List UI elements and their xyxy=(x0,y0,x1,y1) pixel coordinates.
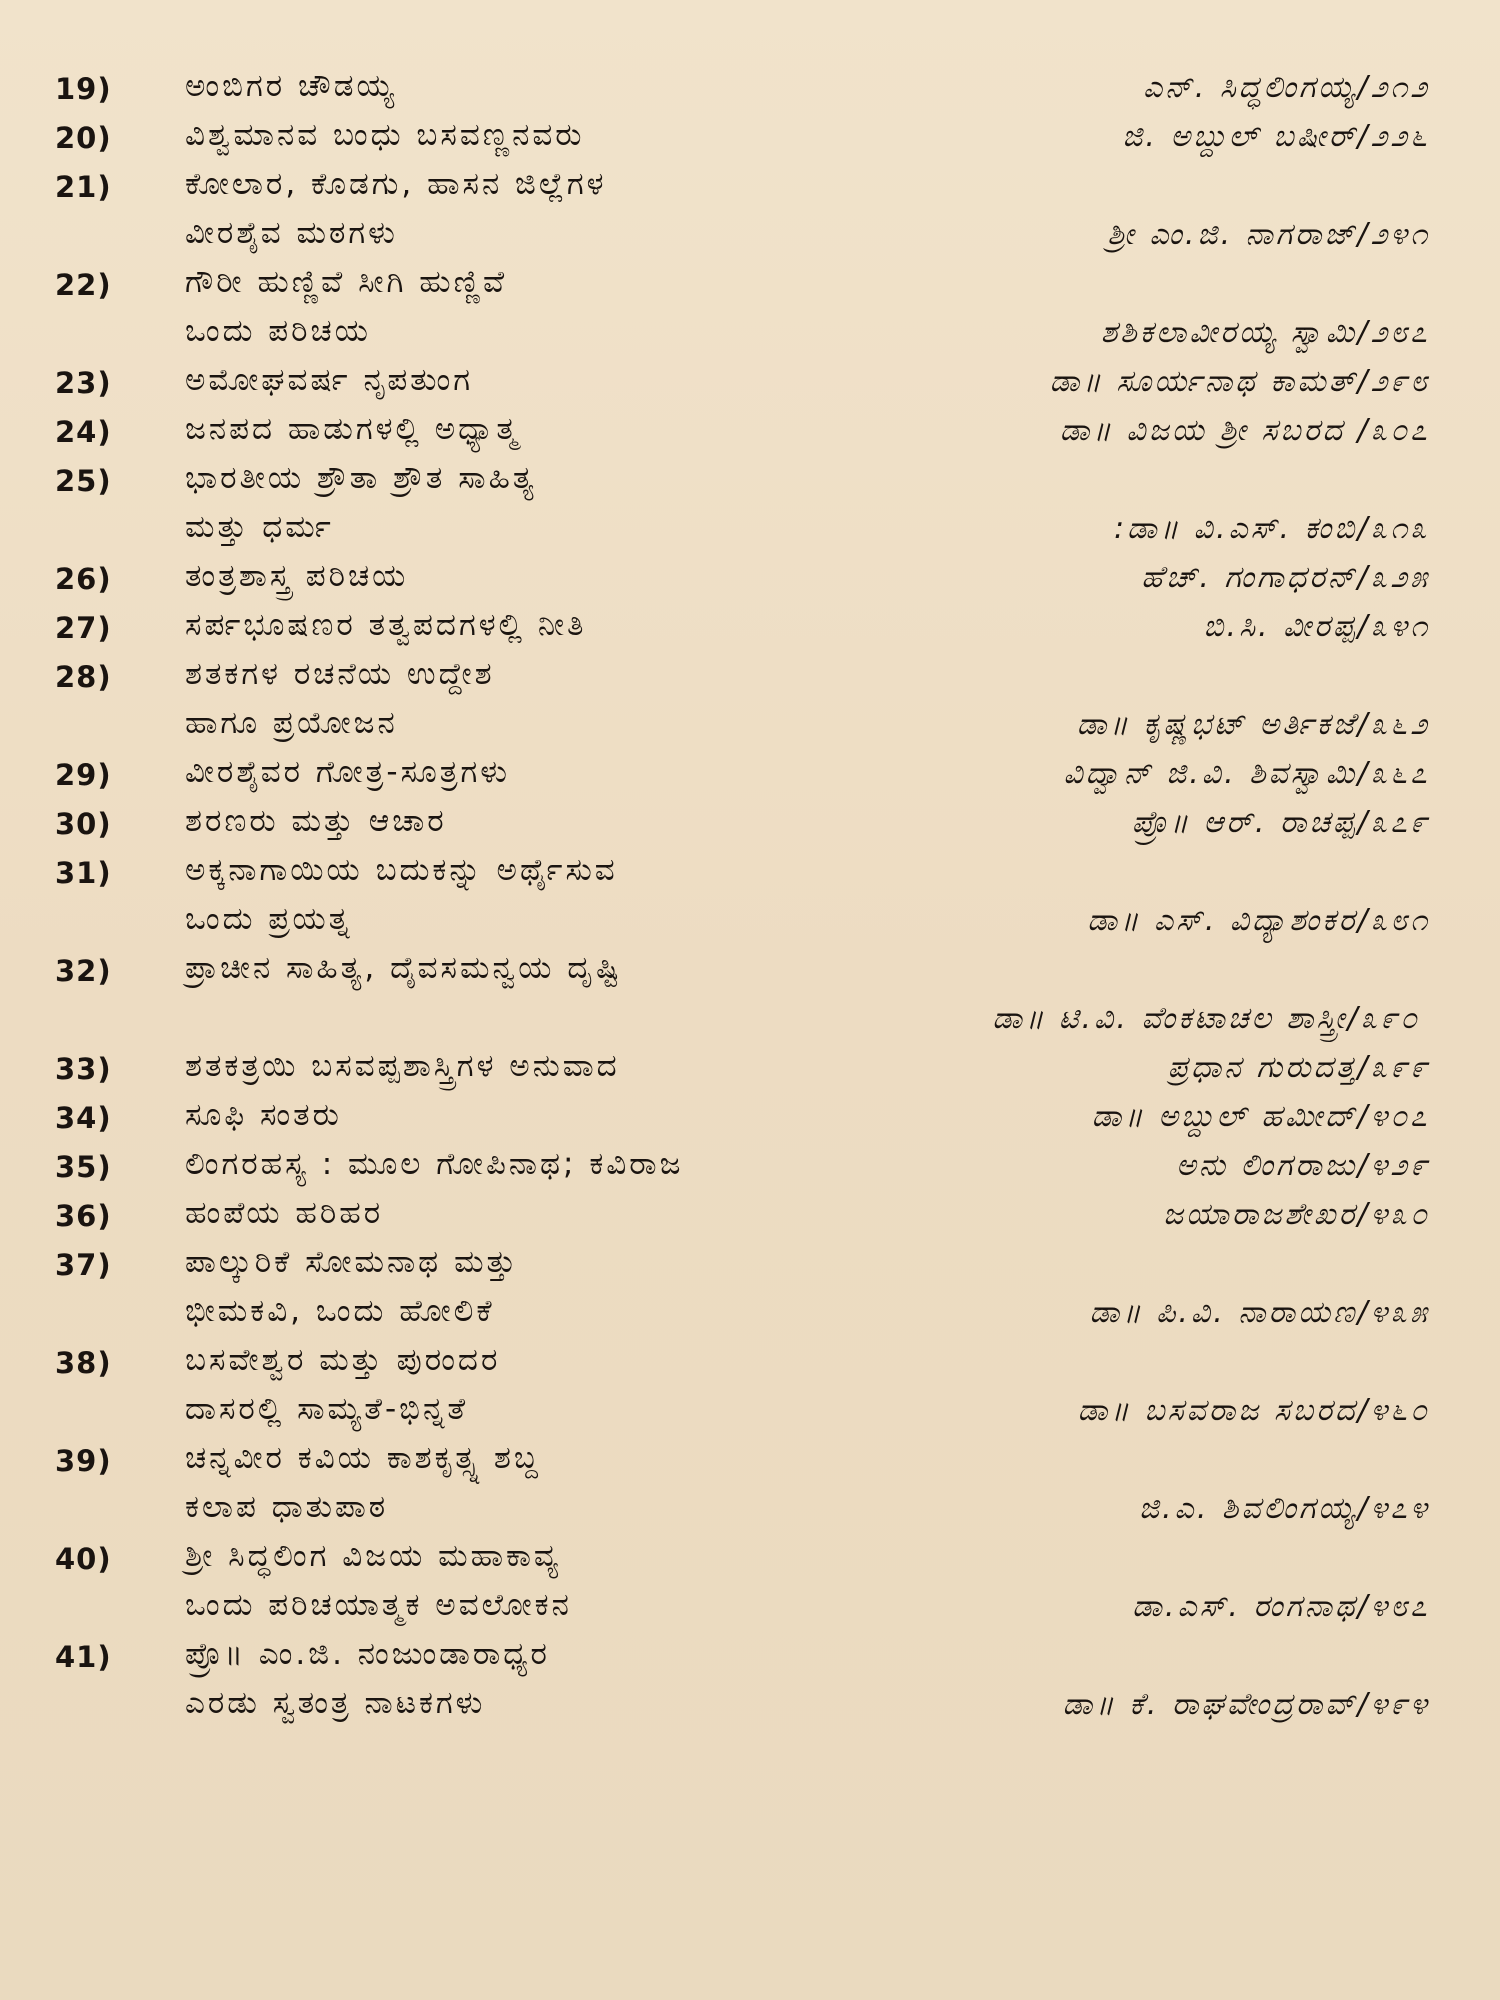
toc-line xyxy=(0,754,1500,803)
toc-entry xyxy=(0,852,1500,950)
toc-line xyxy=(0,264,1500,313)
toc-line xyxy=(0,1342,1500,1391)
toc-entry xyxy=(0,1195,1500,1244)
entry-title: ಪ್ರೊ॥ ಎಂ.ಜಿ. ನಂಜುಂಡಾರಾಧ್ಯರ xyxy=(185,1636,550,1672)
entry-author: ಎನ್. ಸಿದ್ಧಲಿಂಗಯ್ಯ/೨೧೨ xyxy=(1143,70,1430,105)
toc-entry xyxy=(0,1097,1500,1146)
toc-line xyxy=(0,1489,1500,1538)
entry-title: ಹಾಗೂ ಪ್ರಯೋಜನ xyxy=(185,705,398,741)
toc-line xyxy=(0,705,1500,754)
entry-number: 22) xyxy=(55,268,112,302)
entry-title: ಶತಕಗಳ ರಚನೆಯ ಉದ್ದೇಶ xyxy=(185,656,495,692)
toc-entry xyxy=(0,1048,1500,1097)
entry-number: 28) xyxy=(55,660,112,694)
entry-number: 29) xyxy=(55,758,112,792)
entry-title: ಶರಣರು ಮತ್ತು ಆಚಾರ xyxy=(185,803,447,839)
toc-line xyxy=(0,901,1500,950)
entry-number: 36) xyxy=(55,1199,112,1233)
entry-number: 37) xyxy=(55,1248,112,1282)
entry-author: ಜಯಾರಾಜಶೇಖರ/೪೩೦ xyxy=(1163,1197,1430,1232)
toc-line xyxy=(0,1097,1500,1146)
toc-entry xyxy=(0,166,1500,264)
toc-entry xyxy=(0,558,1500,607)
toc-line xyxy=(0,999,1500,1048)
entry-title: ಸರ್ಪಭೂಷಣರ ತತ್ವಪದಗಳಲ್ಲಿ ನೀತಿ xyxy=(185,607,587,643)
entry-title: ಪಾಲ್ಕುರಿಕೆ ಸೋಮನಾಥ ಮತ್ತು xyxy=(185,1244,519,1280)
entry-title: ಕಲಾಪ ಧಾತುಪಾಠ xyxy=(185,1489,389,1525)
entry-author: ಡಾ॥ ಪಿ.ವಿ. ನಾರಾಯಣ/೪೩೫ xyxy=(1089,1295,1430,1330)
toc-line xyxy=(0,1293,1500,1342)
entry-number: 25) xyxy=(55,464,112,498)
toc-line xyxy=(0,215,1500,264)
toc-entry xyxy=(0,362,1500,411)
toc-line xyxy=(0,1440,1500,1489)
entry-number: 32) xyxy=(55,954,112,988)
entry-title: ಶ್ರೀ ಸಿದ್ಧಲಿಂಗ ವಿಜಯ ಮಹಾಕಾವ್ಯ xyxy=(185,1538,562,1574)
toc-line xyxy=(0,509,1500,558)
toc-line xyxy=(0,950,1500,999)
entry-title: ಪ್ರಾಚೀನ ಸಾಹಿತ್ಯ, ದೈವಸಮನ್ವಯ ದೃಷ್ಟಿ xyxy=(185,950,623,986)
toc-line xyxy=(0,1146,1500,1195)
toc-line xyxy=(0,558,1500,607)
toc-entry xyxy=(0,1636,1500,1734)
entry-title: ದಾಸರಲ್ಲಿ ಸಾಮ್ಯತೆ-ಭಿನ್ನತೆ xyxy=(185,1391,469,1427)
entry-number: 35) xyxy=(55,1150,112,1184)
toc-entry xyxy=(0,607,1500,656)
toc-entry xyxy=(0,1342,1500,1440)
toc-entry xyxy=(0,264,1500,362)
toc-line xyxy=(0,656,1500,705)
entry-author: ಶ್ರೀ ಎಂ.ಜಿ. ನಾಗರಾಜ್/೨೪೧ xyxy=(1107,217,1430,252)
entry-author: ಬಿ.ಸಿ. ವೀರಪ್ಪ/೩೪೧ xyxy=(1203,609,1430,644)
entry-number: 41) xyxy=(55,1640,112,1674)
entry-title: ಜನಪದ ಹಾಡುಗಳಲ್ಲಿ ಅಧ್ಯಾತ್ಮ xyxy=(185,411,521,447)
entry-number: 33) xyxy=(55,1052,112,1086)
entry-title: ಅಕ್ಕನಾಗಾಯಿಯ ಬದುಕನ್ನು ಅರ್ಥೈಸುವ xyxy=(185,852,618,888)
entry-number: 40) xyxy=(55,1542,112,1576)
toc-line xyxy=(0,411,1500,460)
entry-title: ಗೌರೀ ಹುಣ್ಣಿವೆ ಸೀಗಿ ಹುಣ್ಣಿವೆ xyxy=(185,264,508,300)
entry-author: ಪ್ರೊ॥ ಆರ್. ರಾಚಪ್ಪ/೩೭೯ xyxy=(1131,805,1430,840)
toc-line xyxy=(0,1587,1500,1636)
entry-title: ವೀರಶೈವ ಮಠಗಳು xyxy=(185,215,398,251)
entry-author: ಜಿ. ಅಬ್ದುಲ್ ಬಷೀರ್/೨೨೬ xyxy=(1122,119,1430,154)
entry-title: ಒಂದು ಪರಿಚಯಾತ್ಮಕ ಅವಲೋಕನ xyxy=(185,1587,572,1623)
toc-entry xyxy=(0,68,1500,117)
toc-line xyxy=(0,313,1500,362)
entry-number: 19) xyxy=(55,72,112,106)
entry-number: 26) xyxy=(55,562,112,596)
entry-author: ಡಾ॥ ಕೆ. ರಾಘವೇಂದ್ರರಾವ್/೪೯೪ xyxy=(1062,1687,1430,1722)
toc-line xyxy=(0,362,1500,411)
entry-title: ಭಾರತೀಯ ಶ್ರೌತಾ ಶ್ರೌತ ಸಾಹಿತ್ಯ xyxy=(185,460,537,496)
toc-line xyxy=(0,1244,1500,1293)
entry-author: ಡಾ॥ ಬಸವರಾಜ ಸಬರದ/೪೬೦ xyxy=(1077,1393,1430,1428)
entry-title: ಹಂಪೆಯ ಹರಿಹರ xyxy=(185,1195,384,1231)
entry-title: ವಿಶ್ವಮಾನವ ಬಂಧು ಬಸವಣ್ಣನವರು xyxy=(185,117,585,153)
entry-author: ಪ್ರಧಾನ ಗುರುದತ್ತ/೩೯೯ xyxy=(1167,1050,1430,1085)
toc-line xyxy=(0,166,1500,215)
toc-line xyxy=(0,852,1500,901)
entry-title: ಅಮೋಘವರ್ಷ ನೃಪತುಂಗ xyxy=(185,362,473,398)
entry-author: ಅನು ಲಿಂಗರಾಜು/೪೨೯ xyxy=(1176,1148,1430,1183)
toc-line xyxy=(0,1538,1500,1587)
toc-entry xyxy=(0,117,1500,166)
toc-line xyxy=(0,1685,1500,1734)
entry-title: ಒಂದು ಪರಿಚಯ xyxy=(185,313,371,349)
entry-author: ಡಾ॥ ವಿಜಯ ಶ್ರೀ ಸಬರದ /೩೦೭ xyxy=(1059,413,1430,448)
toc-line xyxy=(0,460,1500,509)
toc-line xyxy=(0,607,1500,656)
toc-line xyxy=(0,1048,1500,1097)
entry-author: ವಿದ್ವಾನ್ ಜಿ.ವಿ. ಶಿವಸ್ವಾಮಿ/೩೬೭ xyxy=(1063,756,1430,791)
entry-number: 39) xyxy=(55,1444,112,1478)
entry-author: ಜಿ.ಎ. ಶಿವಲಿಂಗಯ್ಯ/೪೭೪ xyxy=(1138,1491,1430,1526)
toc-line xyxy=(0,1391,1500,1440)
entry-number: 20) xyxy=(55,121,112,155)
entry-title: ಲಿಂಗರಹಸ್ಯ : ಮೂಲ ಗೋಪಿನಾಥ; ಕವಿರಾಜ xyxy=(185,1146,684,1182)
entry-title: ಭೀಮಕವಿ, ಒಂದು ಹೋಲಿಕೆ xyxy=(185,1293,495,1329)
toc-line xyxy=(0,1195,1500,1244)
toc-entry xyxy=(0,754,1500,803)
entry-author: ಶಶಿಕಲಾವೀರಯ್ಯ ಸ್ವಾಮಿ/೨೮೭ xyxy=(1100,315,1430,350)
entry-author: ಹೆಚ್. ಗಂಗಾಧರನ್/೩೨೫ xyxy=(1141,560,1430,595)
entry-author: ಡಾ॥ ಅಬ್ದುಲ್ ಹಮೀದ್/೪೦೭ xyxy=(1091,1099,1430,1134)
entry-title: ಒಂದು ಪ್ರಯತ್ನ xyxy=(185,901,353,937)
toc-entry xyxy=(0,1538,1500,1636)
entry-title: ಮತ್ತು ಧರ್ಮ xyxy=(185,509,334,545)
entry-title: ಶತಕತ್ರಯಿ ಬಸವಪ್ಪಶಾಸ್ತ್ರಿಗಳ ಅನುವಾದ xyxy=(185,1048,620,1084)
entry-author: ಡಾ॥ ಕೃಷ್ಣಭಟ್ ಅರ್ತಿಕಜೆ/೩೬೨ xyxy=(1076,707,1430,742)
entry-title: ಎರಡು ಸ್ವತಂತ್ರ ನಾಟಕಗಳು xyxy=(185,1685,486,1721)
entry-author: :ಡಾ॥ ವಿ.ಎಸ್. ಕಂಬಿ/೩೧೩ xyxy=(1114,511,1430,546)
toc-entry xyxy=(0,1440,1500,1538)
entry-title: ಅಂಬಿಗರ ಚೌಡಯ್ಯ xyxy=(185,68,397,104)
toc-line xyxy=(0,803,1500,852)
toc-entry xyxy=(0,803,1500,852)
toc-entry xyxy=(0,656,1500,754)
entry-number: 27) xyxy=(55,611,112,645)
entry-number: 31) xyxy=(55,856,112,890)
entry-title: ತಂತ್ರಶಾಸ್ತ್ರ ಪರಿಚಯ xyxy=(185,558,409,594)
entry-number: 34) xyxy=(55,1101,112,1135)
entry-author: ಡಾ॥ ಎಸ್. ವಿದ್ಯಾಶಂಕರ/೩೮೧ xyxy=(1087,903,1430,938)
entry-title: ವೀರಶೈವರ ಗೋತ್ರ-ಸೂತ್ರಗಳು xyxy=(185,754,510,790)
toc-line xyxy=(0,68,1500,117)
entry-title: ಬಸವೇಶ್ವರ ಮತ್ತು ಪುರಂದರ xyxy=(185,1342,501,1378)
entry-number: 23) xyxy=(55,366,112,400)
entry-number: 30) xyxy=(55,807,112,841)
toc-entry xyxy=(0,460,1500,558)
toc-entry xyxy=(0,1146,1500,1195)
toc-entry xyxy=(0,411,1500,460)
entry-number: 21) xyxy=(55,170,112,204)
toc-line xyxy=(0,117,1500,166)
entry-title: ಕೋಲಾರ, ಕೊಡಗು, ಹಾಸನ ಜಿಲ್ಲೆಗಳ xyxy=(185,166,607,202)
entry-number: 24) xyxy=(55,415,112,449)
toc-entry xyxy=(0,1244,1500,1342)
entry-title: ಚನ್ನವೀರ ಕವಿಯ ಕಾಶಕೃತ್ಸ್ನ ಶಬ್ದ xyxy=(185,1440,541,1476)
entry-author: ಡಾ॥ ಟಿ.ವಿ. ವೆಂಕಟಾಚಲ ಶಾಸ್ತ್ರೀ/೩೯೦ xyxy=(992,1001,1420,1036)
entry-number: 38) xyxy=(55,1346,112,1380)
entry-title: ಸೂಫಿ ಸಂತರು xyxy=(185,1097,342,1133)
entry-author: ಡಾ॥ ಸೂರ್ಯನಾಥ ಕಾಮತ್/೨೯೮ xyxy=(1049,364,1430,399)
entry-author: ಡಾ.ಎಸ್. ರಂಗನಾಥ/೪೮೭ xyxy=(1132,1589,1430,1624)
toc-entry xyxy=(0,950,1500,1048)
toc-line xyxy=(0,1636,1500,1685)
